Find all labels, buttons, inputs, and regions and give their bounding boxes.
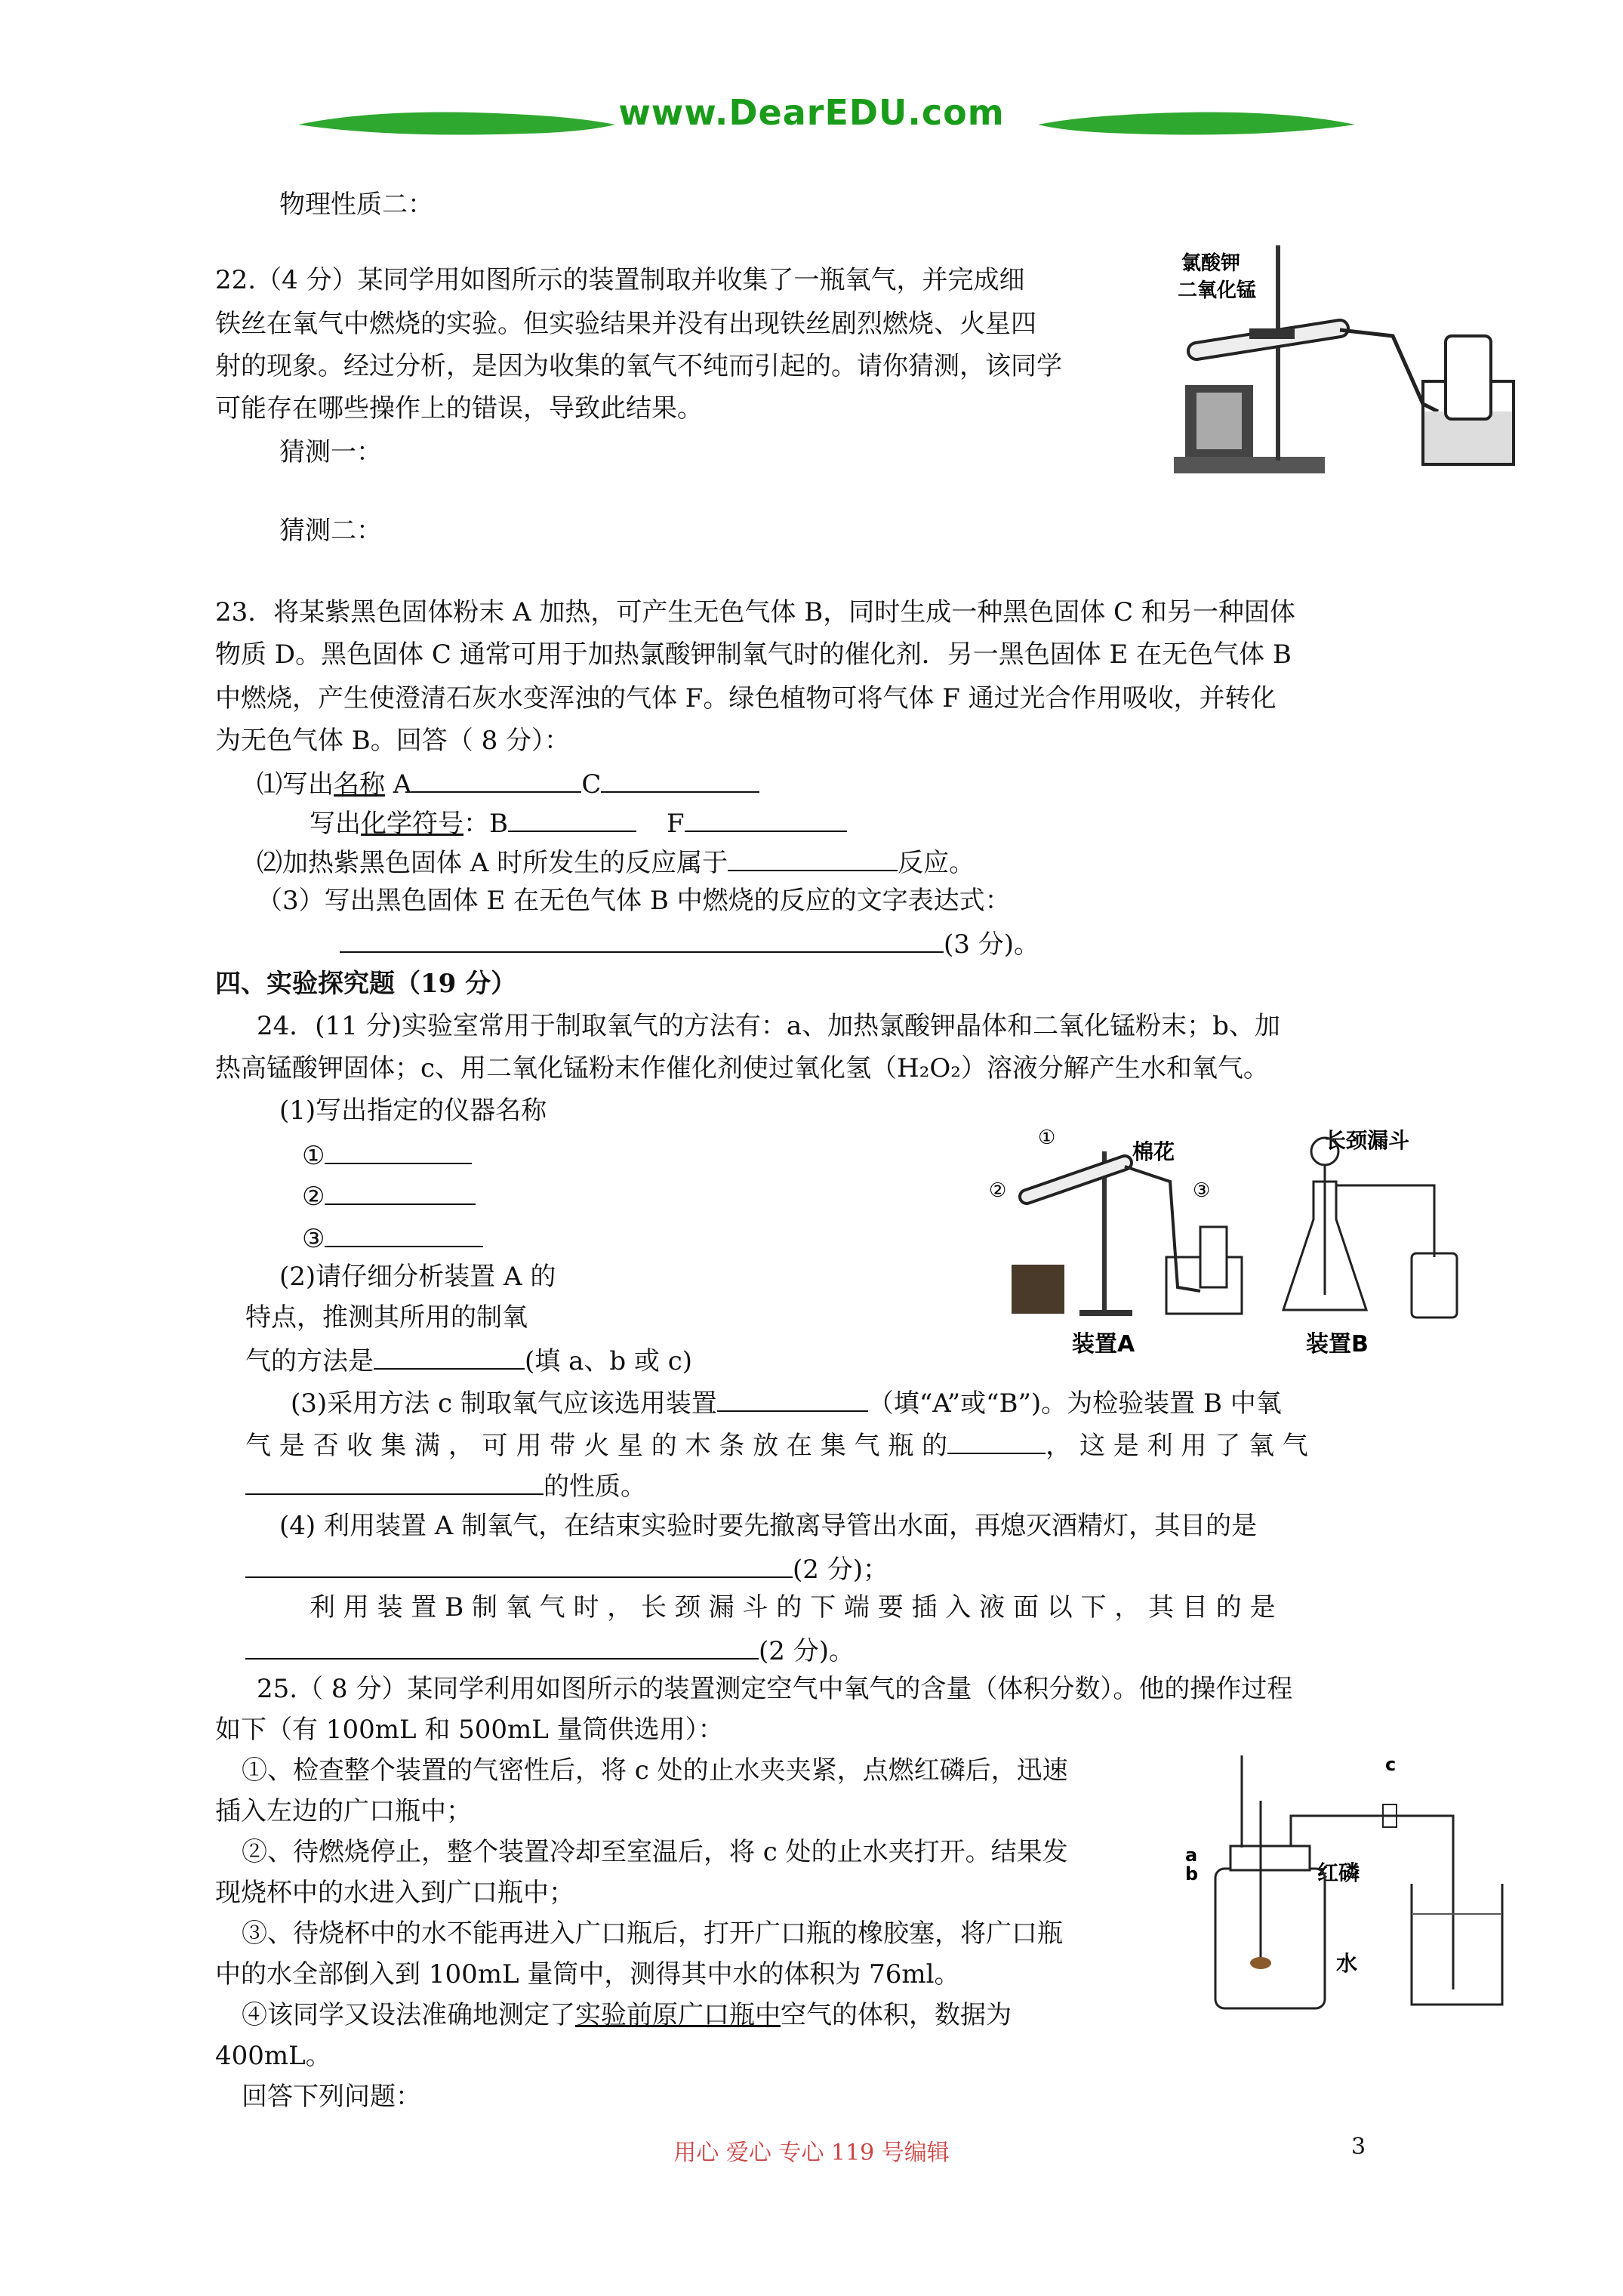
blank-f[interactable] [685,803,847,832]
blank-property[interactable] [245,1466,544,1495]
blank-a[interactable] [411,764,581,793]
guess-1: 猜测一： [279,437,382,467]
answer-line [302,1136,472,1173]
text: A [385,769,412,800]
blank-purpose-a[interactable] [245,1549,793,1578]
text-line: 中燃烧，产生使澄清石灰水变浑浊的气体 F。绿色植物可将气体 F 通过光合作用吸收，并转化 [215,683,1277,713]
text-line: 中的水全部倒入到 100mL 量筒中，测得其中水的体积为 76ml。 [215,1959,960,1989]
text-line: （3）写出黑色固体 E 在无色气体 B 中燃烧的反应的文字表达式： [257,886,1011,916]
text-line: (1)写出指定的仪器名称 [279,1096,547,1126]
text-line: 插入左边的广口瓶中； [215,1796,472,1826]
answer-line [291,1383,1282,1421]
text: （填“A”或“B”)。为检验装置 B 中氧 [867,1388,1282,1419]
label-2: ② [989,1179,1007,1202]
label-kclo3: 氯酸钾 [1181,252,1241,275]
section-title: 四、实验探究题（19 分） [215,969,517,999]
label-device-b: 装置B [1306,1331,1369,1358]
answer-line [245,1425,1308,1463]
text: (2 分)。 [759,1636,855,1666]
blank-purpose-b[interactable] [245,1631,759,1660]
text: 气的方法是 [245,1346,374,1376]
question-25: 25.（ 8 分）某同学利用如图所示的装置测定空气中氧气的含量（体积分数）。他的操作过程 [257,1674,1293,1704]
blank-position[interactable] [947,1425,1046,1454]
blank-c[interactable] [601,764,759,793]
text-line: 为无色气体 B。回答（ 8 分）： [215,726,571,756]
blank-method[interactable] [374,1341,525,1370]
blank-reaction-type[interactable] [728,843,898,871]
question-24: 24．(11 分)实验室常用于制取氧气的方法有：a、加热氯酸钾晶体和二氧化锰粉末；b、加 [257,1011,1280,1041]
text-line: 特点，推测其所用的制氧 [245,1302,528,1333]
blank-2[interactable] [325,1176,476,1205]
blank-1[interactable] [325,1136,472,1164]
text-line: 400mL。 [215,2041,331,2071]
text: ③ [302,1224,325,1254]
text: ② [302,1182,325,1212]
text: 的性质。 [544,1472,646,1502]
text-line: 射的现象。经过分析，是因为收集的氧气不纯而引起的。请你猜测，该同学 [215,351,1062,381]
blank-device[interactable] [717,1383,868,1412]
text-line: ②、待燃烧停止，整个装置冷却至室温后，将 c 处的止水夹打开。结果发 [242,1837,1068,1867]
text: ⑴写出 [257,769,334,800]
site-logo[interactable]: www.DearEDU.com [618,92,1005,133]
question-23: 23．将某紫黑色固体粉末 A 加热，可产生无色气体 B，同时生成一种黑色固体 C 和另一种固体 [215,597,1295,627]
text: 写出 [310,809,361,839]
label-b: b [1185,1863,1199,1885]
text-line: 如下（有 100mL 和 500mL 量筒供选用）： [215,1715,724,1745]
text: (3 分)。 [944,929,1039,960]
answer-line [257,843,975,880]
text-line: 回答下列问题： [242,2082,421,2112]
text-line: 物质 D。黑色固体 C 通常可用于加热氯酸钾制氧气时的催化剂．另一黑色固体 E 在无色气体 B [215,639,1292,670]
text-line: (4) 利用装置 A 制氧气，在结束实验时要先撤离导管出水面，再熄灭酒精灯，其目的是 [279,1511,1258,1541]
text: ， 这 是 利 用 了 氧 气 [1046,1431,1308,1461]
answer-line [257,764,759,802]
label-funnel: 长颈漏斗 [1325,1128,1410,1153]
question-22: 22.（4 分）某同学用如图所示的装置制取并收集了一瓶氧气，并完成细 [215,265,1025,295]
answer-line [302,1219,483,1256]
answer-line [302,1176,476,1214]
label-phosphorus: 红磷 [1317,1860,1360,1885]
text-line: (2)请仔细分析装置 A 的 [279,1262,556,1292]
text-line: 现烧杯中的水进入到广口瓶中； [215,1878,574,1908]
label-device-a: 装置A [1072,1331,1135,1358]
text: ① [302,1141,325,1171]
text-line: 物理性质二： [279,190,433,220]
text-line: 可能存在哪些操作上的错误，导致此结果。 [215,393,703,424]
answer-line [310,803,847,841]
text-line: 铁丝在氧气中燃烧的实验。但实验结果并没有出现铁丝剧烈燃烧、火星四 [215,309,1036,339]
label-mno2: 二氧化锰 [1178,279,1257,302]
text: (填 a、b 或 c) [525,1346,693,1376]
blank-3[interactable] [325,1219,483,1247]
figure-oxygen-measurement [1185,1748,1510,2020]
footer-text: 用心 爱心 专心 119 号编辑 [673,2140,950,2166]
text: 反应。 [898,848,975,878]
text: (3)采用方法 c 制取氧气应该选用装置 [291,1388,717,1419]
blank-b[interactable] [508,803,636,832]
label-water: 水 [1336,1951,1358,1976]
text: 名称 [334,769,385,800]
text-line: ③、待烧杯中的水不能再进入广口瓶后，打开广口瓶的橡胶塞，将广口瓶 [242,1918,1063,1949]
label-a: a [1185,1845,1198,1866]
text: C [581,769,602,800]
text: 化学符号 [361,809,463,839]
text: ：B [463,809,508,839]
answer-line [340,924,1039,962]
text: 气 是 否 收 集 满 ， 可 用 带 火 星 的 木 条 放 在 集 气 瓶 的 [245,1431,948,1461]
text: 实验前原广口瓶中 [575,2000,781,2030]
label-cotton: 棉花 [1132,1139,1175,1164]
answer-line [245,1466,646,1504]
figure-oxygen-apparatus-2 [981,1121,1521,1363]
text: 空气的体积，数据为 [781,2000,1012,2030]
figure-oxygen-apparatus-1 [1166,230,1521,495]
text: ④该同学又设法准确地测定了 [242,2000,575,2030]
text-line: 利 用 装 置 B 制 氧 气 时 ， 长 颈 漏 斗 的 下 端 要 插 入 液 面 以 下 ， 其 目 的 是 [310,1592,1276,1623]
answer-line [245,1631,855,1669]
text-line: 热高锰酸钾固体；c、用二氧化锰粉末作催化剂使过氧化氢（H₂O₂）溶液分解产生水和氧气。 [215,1053,1269,1083]
page-number: 3 [1351,2134,1366,2160]
text-line: ①、检查整个装置的气密性后，将 c 处的止水夹夹紧，点燃红磷后，迅速 [242,1755,1068,1786]
label-3: ③ [1193,1179,1211,1202]
blank-expression[interactable] [340,924,944,953]
text: (2 分)； [793,1555,888,1585]
text: F [667,809,685,839]
answer-line [245,1341,692,1379]
label-c: c [1385,1754,1397,1775]
text-line [242,1998,1012,2032]
guess-2: 猜测二： [279,516,382,546]
label-1: ① [1038,1126,1056,1149]
text: ⑵加热紫黑色固体 A 时所发生的反应属于 [257,848,728,878]
answer-line [245,1549,888,1587]
